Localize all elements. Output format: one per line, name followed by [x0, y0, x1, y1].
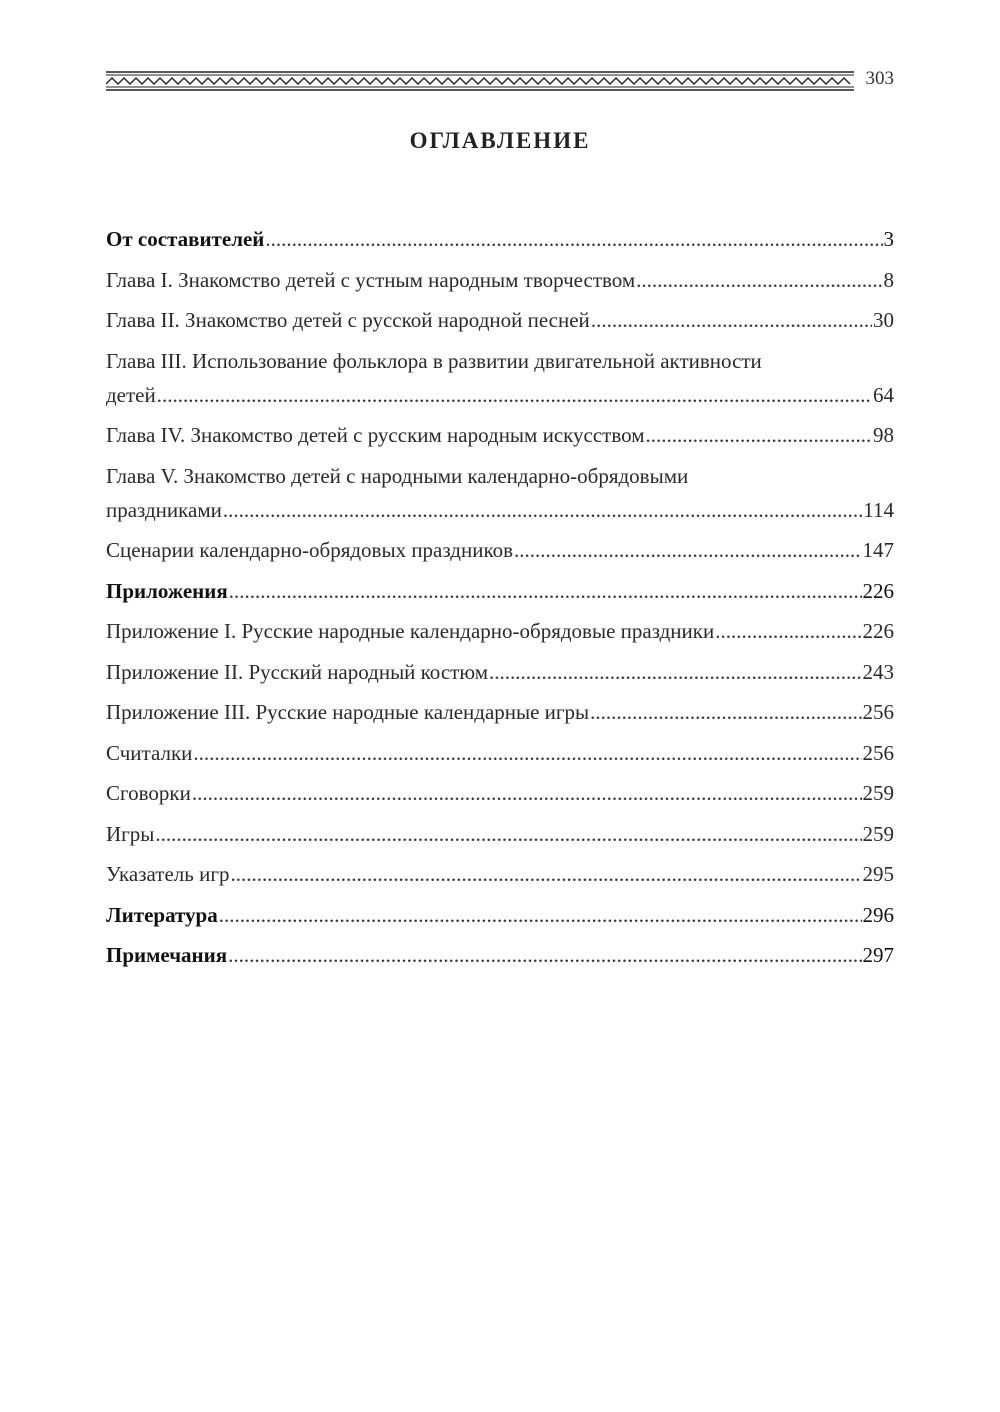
toc-entry[interactable]: [106, 776, 894, 810]
leader-dots: [715, 614, 861, 648]
toc-entry-label: От составителей: [106, 227, 265, 251]
toc-entry-label: Приложения: [106, 578, 228, 603]
leader-dots: [193, 736, 861, 770]
leader-dots: [514, 533, 861, 567]
toc-entry[interactable]: [106, 898, 894, 932]
toc-entry-label: Глава I. Знакомство детей с устным народным творчеством: [106, 267, 636, 292]
toc-entry-page: 259: [862, 821, 894, 846]
toc-entry-page: 226: [862, 619, 894, 643]
leader-dots: [636, 263, 882, 297]
toc-entry[interactable]: [106, 817, 894, 851]
toc-entry-page: 296: [862, 902, 894, 927]
toc-entry[interactable]: [106, 614, 894, 648]
page-number: 303: [865, 68, 894, 89]
leader-dots: [489, 655, 861, 689]
toc-entry-page: 297: [862, 943, 894, 967]
toc-entry-label: Игры: [106, 821, 155, 846]
zigzag-border-ornament-icon: [106, 70, 854, 92]
toc-entry[interactable]: [106, 459, 894, 527]
toc-entry-page: 98: [873, 423, 894, 447]
toc-entry-label: Указатель игр: [106, 862, 230, 886]
toc-entry[interactable]: [106, 857, 894, 891]
toc-entry[interactable]: [106, 533, 894, 567]
toc-entry-label-line1: Глава III. Использование фольклора в развитии двигательной активности: [106, 348, 762, 373]
toc-entry-page: 295: [862, 862, 894, 886]
toc-entry[interactable]: [106, 418, 894, 452]
toc-entry-label: Приложение III. Русские народные календарные игры: [106, 700, 590, 724]
toc-entry-label: Примечания: [106, 943, 228, 967]
toc-entry-label: Сценарии календарно-обрядовых праздников: [106, 538, 514, 562]
toc-entry-page: 147: [862, 538, 894, 562]
leader-dots: [157, 378, 872, 412]
page-header: [106, 66, 894, 96]
toc-entry-label: Сговорки: [106, 781, 191, 805]
toc-entry-label-line1: Глава V. Знакомство детей с народными календарно-обрядовыми: [106, 463, 689, 488]
leader-dots: [229, 574, 862, 608]
leader-dots: [223, 493, 862, 527]
toc-entry[interactable]: [106, 574, 894, 608]
leader-dots: [591, 303, 872, 337]
toc-entry-page: 3: [883, 227, 894, 251]
toc-entry-label-line2: детей: [106, 382, 156, 407]
toc-entry-page: 8: [883, 267, 894, 292]
toc-entry-label: Приложение I. Русские народные календарно-обрядовые праздники: [106, 619, 715, 643]
toc-entry-label: Приложение II. Русский народный костюм: [106, 659, 489, 684]
leader-dots: [219, 898, 862, 932]
leader-dots: [192, 776, 862, 810]
toc-entry[interactable]: [106, 736, 894, 770]
toc-entry-page: 64: [873, 382, 894, 407]
toc-entry[interactable]: [106, 938, 894, 972]
leader-dots: [155, 817, 861, 851]
toc-entry-page: 30: [873, 308, 894, 332]
table-of-contents: [106, 222, 894, 979]
toc-entry[interactable]: [106, 222, 894, 256]
toc-entry-label: Глава IV. Знакомство детей с русским народным искусством: [106, 423, 645, 447]
toc-entry-label-line2: праздниками: [106, 497, 222, 522]
toc-entry-label: Глава II. Знакомство детей с русской народной песней: [106, 308, 590, 332]
toc-entry-page: 256: [862, 700, 894, 724]
toc-entry[interactable]: [106, 303, 894, 337]
leader-dots: [646, 418, 872, 452]
toc-entry[interactable]: [106, 344, 894, 412]
toc-entry-page: 259: [862, 781, 894, 805]
toc-entry-label: Считалки: [106, 740, 193, 765]
toc-entry[interactable]: [106, 655, 894, 689]
toc-entry[interactable]: [106, 695, 894, 729]
leader-dots: [590, 695, 861, 729]
toc-entry-page: 114: [863, 497, 894, 522]
toc-entry-page: 243: [862, 659, 894, 684]
leader-dots: [265, 222, 882, 256]
leader-dots: [230, 857, 861, 891]
page-title: ОГЛАВЛЕНИЕ: [409, 128, 591, 153]
toc-entry-page: 226: [862, 578, 894, 603]
toc-entry-page: 256: [862, 740, 894, 765]
toc-entry-label: Литература: [106, 902, 218, 927]
leader-dots: [228, 938, 861, 972]
toc-entry[interactable]: [106, 263, 894, 297]
